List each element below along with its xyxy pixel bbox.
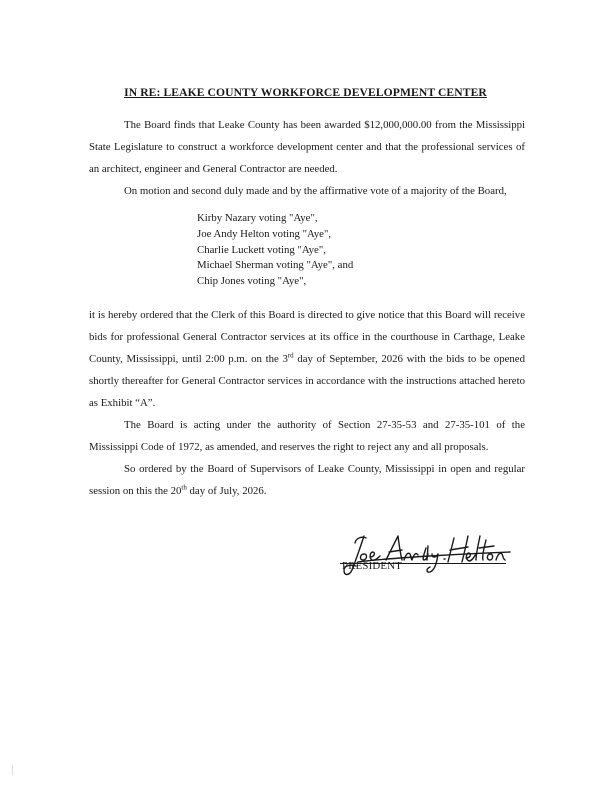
voter-line: Joe Andy Helton voting "Aye", xyxy=(197,227,332,240)
voter-line: Michael Sherman voting "Aye", and xyxy=(197,259,354,272)
closing-text-end: day of July, 2026. xyxy=(186,485,267,497)
closing-text-start: So ordered by the Board of Supervisors of Leake County, Mississippi in open and regular session on this the 20 xyxy=(89,463,525,497)
voter-line: Kirby Nazary voting "Aye", xyxy=(197,212,318,224)
order-text-start: it is hereby ordered that the Clerk of this Board is directed to give notice that this Board will receive bids for professional General Contractor services at its office in the courthouse in Carthage, Leake County, Mississippi, until 2:00 p.m. on the 3 xyxy=(89,309,525,365)
document-heading: IN RE: LEAKE COUNTY WORKFORCE DEVELOPMENT CENTER xyxy=(124,86,487,99)
handwritten-signature xyxy=(338,524,518,584)
order-paragraph xyxy=(89,304,525,414)
motion-paragraph: On motion and second duly made and by the affirmative vote of a majority of the Board, xyxy=(124,185,507,197)
voter-line: Charlie Luckett voting "Aye", xyxy=(197,243,326,256)
ordinal-suffix: rd xyxy=(287,351,294,360)
voter-line: Chip Jones voting "Aye", xyxy=(197,275,307,288)
scan-edge-mark xyxy=(12,765,13,775)
authority-paragraph: The Board is acting under the authority of Section 27-35-53 and 27-35-101 of the Mississippi Code of 1972, as amended, and reserves the right to reject any and all proposals. xyxy=(89,419,525,453)
order-block xyxy=(89,304,525,502)
voting-list xyxy=(197,211,353,290)
ordinal-suffix: th xyxy=(181,483,187,492)
closing-paragraph xyxy=(89,458,525,502)
findings-block xyxy=(89,114,525,202)
signature-title: PRESIDENT xyxy=(342,560,402,572)
findings-paragraph: The Board finds that Leake County has been awarded $12,000,000.00 from the Mississippi State Legislature to construct a workforce development center and that the professional services of an architect, engineer and General Contractor are needed. xyxy=(89,119,525,175)
order-text-end: day of September, 2026 with the bids to be opened shortly thereafter for General Contractor services in accordance with the instructions attached hereto as Exhibit “A”. xyxy=(89,353,525,409)
